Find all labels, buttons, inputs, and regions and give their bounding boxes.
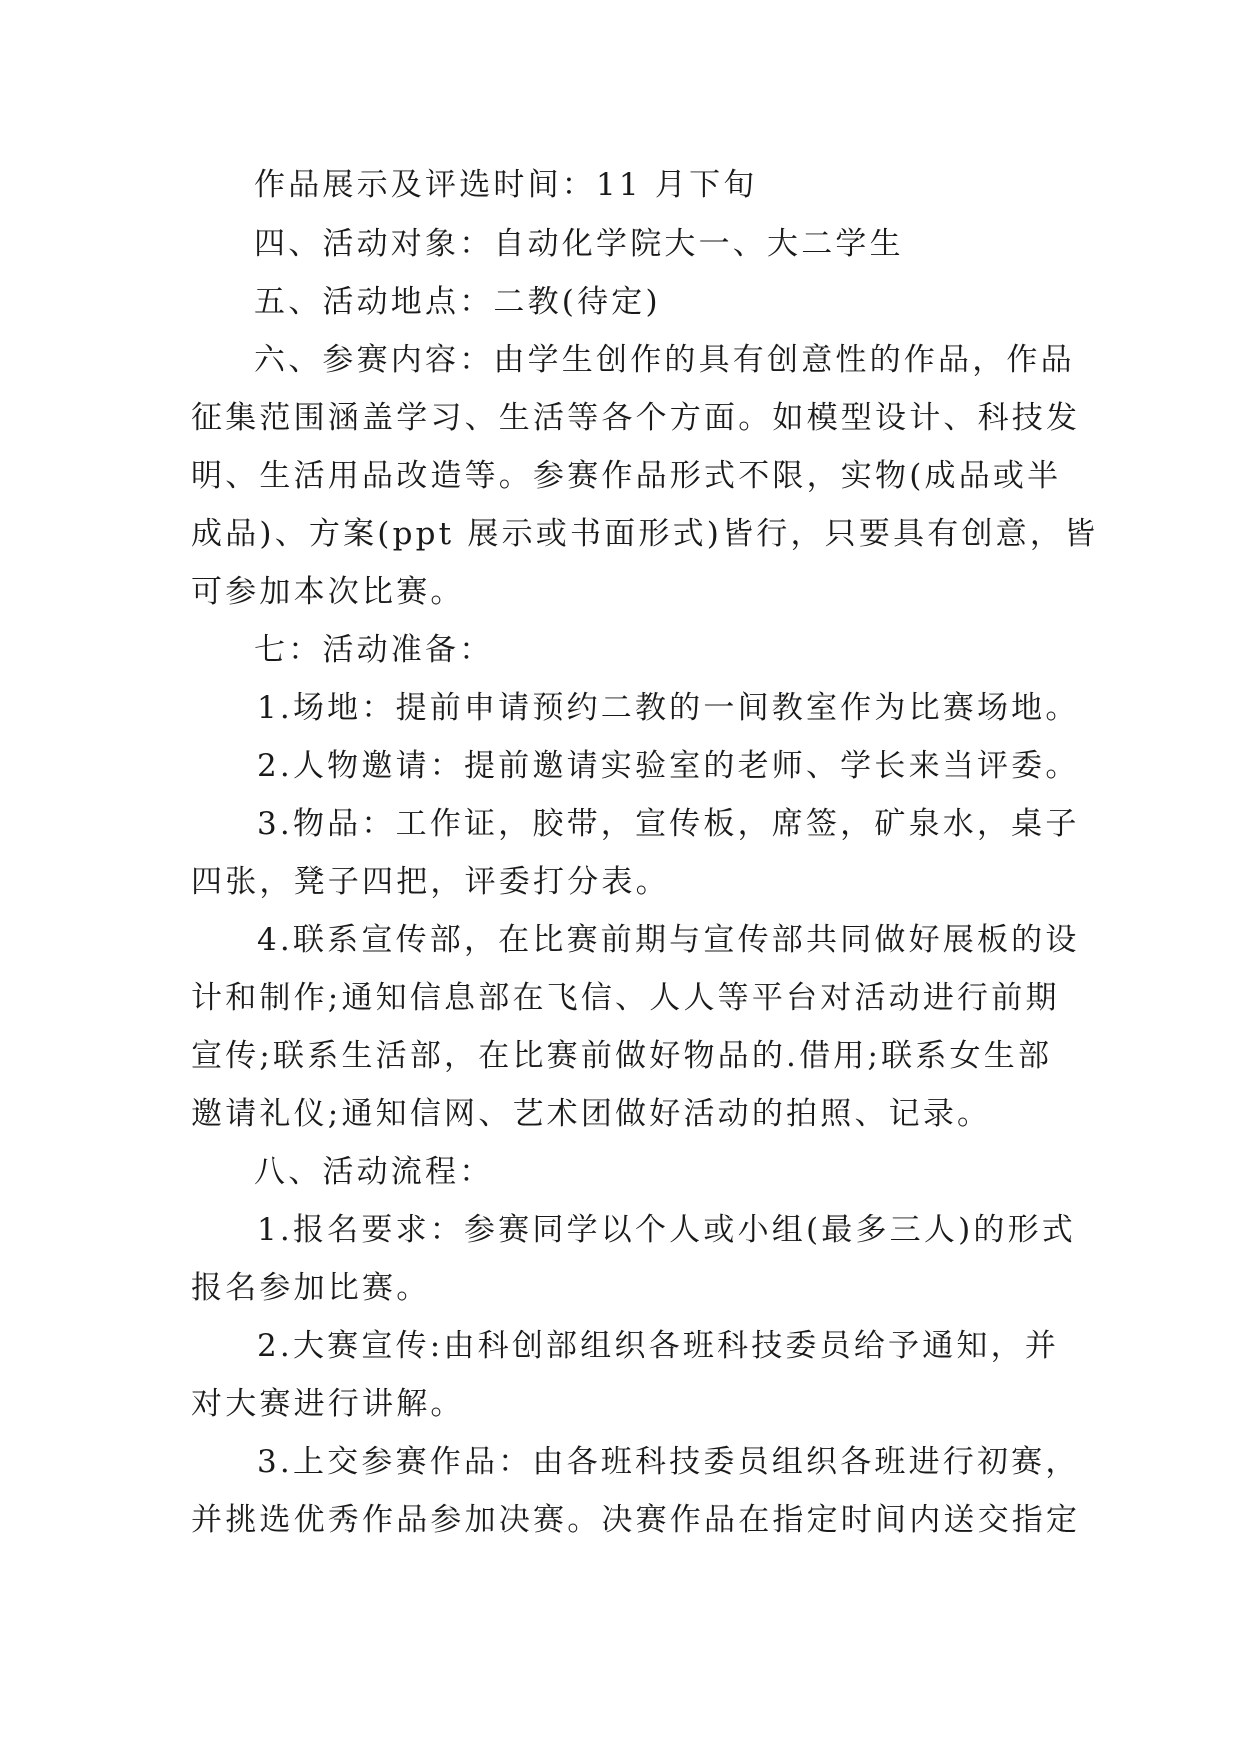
text-line: 四、活动对象：自动化学院大一、大二学生 <box>254 226 904 262</box>
text-line: 六、参赛内容：由学生创作的具有创意性的作品，作品 <box>254 342 1075 378</box>
text-line: 报名参加比赛。 <box>191 1270 431 1306</box>
text-line: 征集范围涵盖学习、生活等各个方面。如模型设计、科技发 <box>191 400 1081 436</box>
text-line: 五、活动地点：二教(待定) <box>254 284 661 320</box>
text-line: 1.报名要求：参赛同学以个人或小组(最多三人)的形式 <box>257 1212 1076 1248</box>
text-line: 七：活动准备： <box>254 632 494 668</box>
text-line: 2.人物邀请：提前邀请实验室的老师、学长来当评委。 <box>257 748 1080 784</box>
text-line: 对大赛进行讲解。 <box>191 1386 465 1422</box>
text-line: 宣传;联系生活部，在比赛前做好物品的.借用;联系女生部 <box>191 1038 1053 1074</box>
text-line: 作品展示及评选时间：11 月下旬 <box>254 167 758 203</box>
text-line: 1.场地：提前申请预约二教的一间教室作为比赛场地。 <box>257 690 1080 726</box>
text-line: 4.联系宣传部，在比赛前期与宣传部共同做好展板的设 <box>257 922 1080 958</box>
text-line: 八、活动流程： <box>254 1154 494 1190</box>
text-line: 3.上交参赛作品：由各班科技委员组织各班进行初赛， <box>257 1444 1080 1480</box>
text-line: 计和制作;通知信息部在飞信、人人等平台对活动进行前期 <box>191 980 1060 1016</box>
text-line: 邀请礼仪;通知信网、艺术团做好活动的拍照、记录。 <box>191 1096 992 1132</box>
text-line: 2.大赛宣传:由科创部组织各班科技委员给予通知，并 <box>257 1328 1060 1364</box>
text-line: 四张，凳子四把，评委打分表。 <box>191 864 670 900</box>
text-line: 可参加本次比赛。 <box>191 574 465 610</box>
text-line: 并挑选优秀作品参加决赛。决赛作品在指定时间内送交指定 <box>191 1502 1081 1538</box>
text-line: 成品)、方案(ppt 展示或书面形式)皆行，只要具有创意，皆 <box>191 516 1099 552</box>
text-line: 3.物品：工作证，胶带，宣传板，席签，矿泉水，桌子 <box>257 806 1080 842</box>
text-line: 明、生活用品改造等。参赛作品形式不限，实物(成品或半 <box>191 458 1062 494</box>
